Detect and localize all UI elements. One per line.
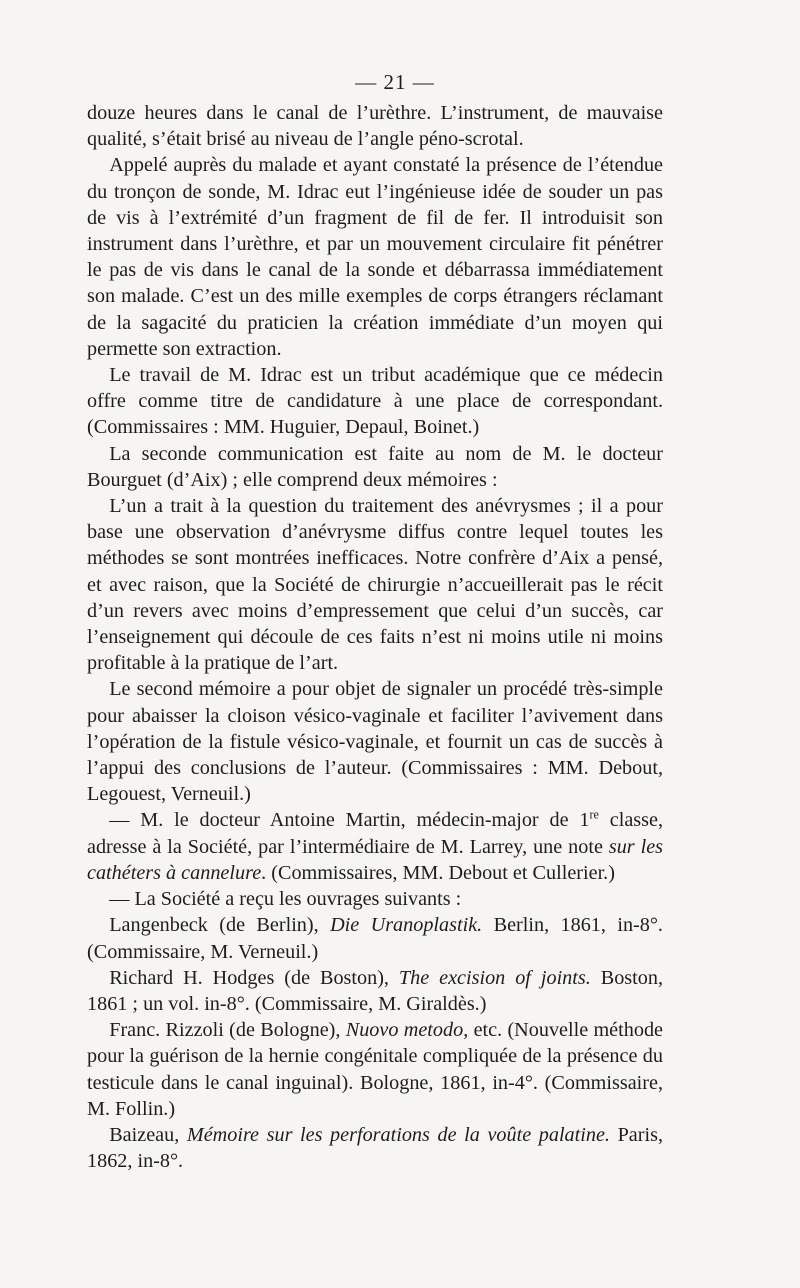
paragraph-5: L’un a trait à la question du traitement des anévrysmes ; il a pour base une observation d’anévrysme diffus contre lequel toutes les méthodes se sont montrées inefficaces. Notre confrère d’Aix a pensé, et avec raison, que la Société de chirurgie n’accueillerait pas le récit d’un revers avec moins d’empressement que celui d’un succès, car l’enseignement qui découle de ces faits n’est ni moins utile ni moins profitable à la pratique de l’art. [87,495,663,675]
page-body [87,100,663,1174]
work-details: Berlin, 1861, in-8°. (Commissaire, M. Verneuil.) [87,914,663,963]
paragraph-3: Le travail de M. Idrac est un tribut académique que ce médecin offre comme titre de candidature à une place de correspondant. (Commissaires : MM. Huguier, Depaul, Boinet.) [87,364,663,439]
work-title: Mémoire sur les perforations de la voûte palatine. [186,1123,610,1146]
work-details: Boston, 1861 ; un vol. in-8°. (Commissaire, M. Giraldès.) [87,966,663,1015]
work-author: Baizeau, [109,1123,187,1146]
work-author: Richard H. Hodges (de Boston), [109,966,399,989]
paragraph-7-middle: classe, adresse à la Société, par l’intermédiaire de M. Larrey, une note [87,809,663,858]
ordinal-superscript: re [589,807,599,822]
work-title: The excision of joints. [398,966,591,989]
work-title: Die Uranoplastik. [330,914,483,937]
work-title: Nuovo metodo [345,1019,464,1042]
paragraph-7-start: — M. le docteur Antoine Martin, médecin-major de 1 [109,809,590,832]
work-author: Franc. Rizzoli (de Bologne), [109,1019,346,1042]
work-details: , etc. (Nouvelle méthode pour la guérison de la hernie congénitale compliquée de la présence du testicule dans le canal inguinal). Bologne, 1861, in-4°. (Commissaire, M. Follin.) [87,1019,663,1120]
paragraph-4: La seconde communication est faite au nom de M. le docteur Bourguet (d’Aix) ; elle comprend deux mémoires : [87,442,663,491]
note-title: sur les cathéters à cannelure [87,835,664,884]
paragraph-9 [87,912,663,964]
paragraph-7-end: . (Commissaires, MM. Debout et Cullerier.) [261,861,615,884]
paragraph-2: Appelé auprès du malade et ayant constaté la présence de l’étendue du tronçon de sonde, M. Idrac eut l’ingénieuse idée de souder un pas de vis à l’extrémité d’un fragment de fil de fer. Il introduisit son instrument dans l’urèthre, et par un mouvement circulaire fit pénétrer le pas de vis dans le canal de la sonde et débarrassa immédiatement son malade. C’est un des mille exemples de corps étrangers réclamant de la sagacité du praticien la création immédiate d’un moyen qui permette son extraction. [87,154,663,360]
page-number: — 21 — [355,70,435,94]
paragraph-11 [87,1017,663,1122]
paragraph-12 [87,1122,663,1174]
paragraph-8: — La Société a reçu les ouvrages suivants : [109,888,462,911]
work-details: Paris, 1862, in-8°. [87,1123,663,1173]
paragraph-6: Le second mémoire a pour objet de signaler un procédé très-simple pour abaisser la cloison vésico-vaginale et faciliter l’avivement dans l’opération de la fistule vésico-vaginale, et fournit un cas de succès à l’appui des conclusions de l’auteur. (Commissaires : MM. Debout, Legouest, Verneuil.) [87,678,663,806]
paragraph-10 [87,965,663,1017]
work-author: Langenbeck (de Berlin), [109,914,331,937]
paragraph-7 [87,807,663,886]
paragraph-1: douze heures dans le canal de l’urèthre. L’instrument, de mauvaise qualité, s’était brisé au niveau de l’angle péno-scrotal. [87,102,663,151]
